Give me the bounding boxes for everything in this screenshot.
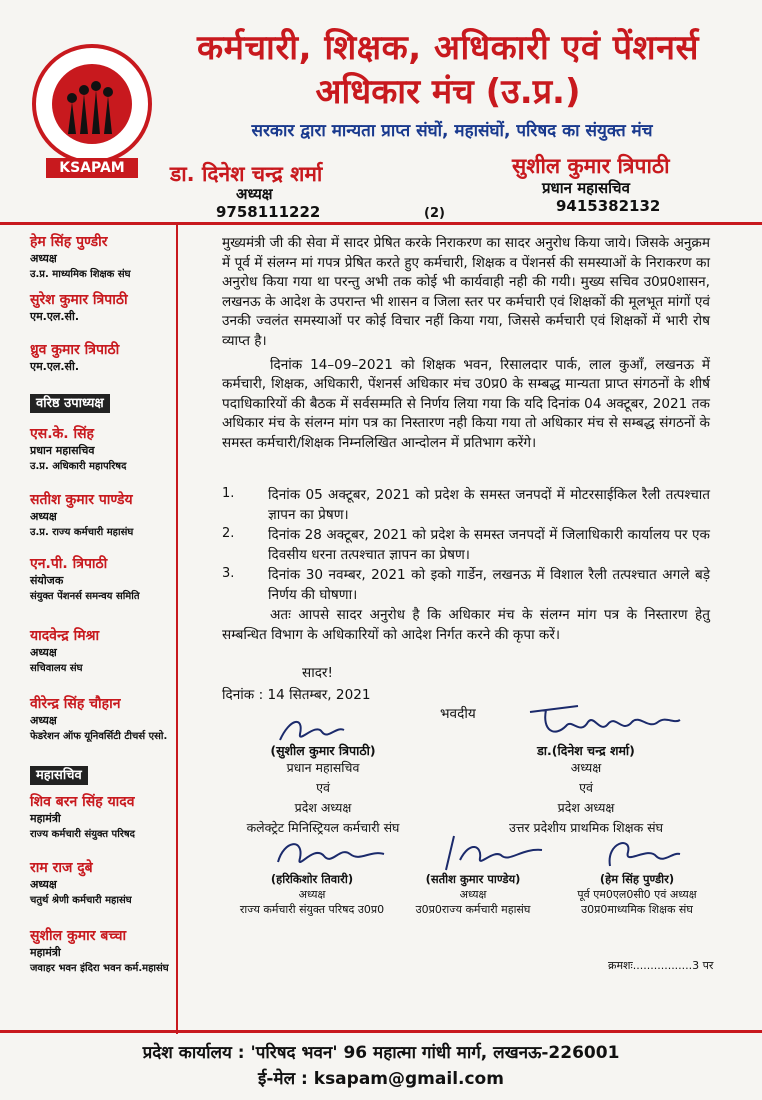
member-name: शिव बरन सिंह यादव bbox=[30, 794, 135, 810]
sidebar-divider bbox=[176, 224, 178, 1034]
signatory-name: डा.(दिनेश चन्द्र शर्मा) bbox=[537, 743, 635, 758]
member-role: महामंत्री bbox=[30, 946, 61, 959]
org-title-line1: कर्मचारी, शिक्षक, अधिकारी एवं पेंशनर्स bbox=[197, 28, 699, 68]
member-role: अध्यक्ष bbox=[30, 252, 57, 265]
member-org: उ.प्र. अधिकारी महापरिषद bbox=[30, 461, 127, 472]
signature-block-b3 bbox=[562, 872, 712, 917]
sidebar-member bbox=[30, 626, 176, 694]
member-name: सुरेश कुमार त्रिपाठी bbox=[30, 292, 128, 308]
footer-address: प्रदेश कार्यालय : 'परिषद भवन' 96 महात्मा गांधी मार्ग, लखनऊ-226001 bbox=[142, 1043, 620, 1063]
gen-secretary-name: सुशील कुमार त्रिपाठी bbox=[512, 154, 670, 178]
list-number: 3. bbox=[222, 566, 235, 581]
letter-greeting: सादर! bbox=[302, 665, 333, 681]
sidebar-member bbox=[30, 926, 176, 974]
sidebar-member bbox=[30, 490, 176, 554]
signatory-role: प्रधान महासचिव bbox=[286, 760, 360, 775]
member-role: संयोजक bbox=[30, 574, 64, 587]
signature-block-b1 bbox=[224, 872, 400, 917]
member-name: हेम सिंह पुण्डीर bbox=[30, 234, 108, 250]
president-phone: 9758111222 bbox=[216, 203, 321, 221]
gen-secretary-role: प्रधान महासचिव bbox=[542, 179, 630, 197]
sidebar bbox=[30, 232, 176, 974]
signatory-and: एवं bbox=[316, 780, 330, 795]
sidebar-member bbox=[30, 340, 176, 392]
member-role: अध्यक्ष bbox=[30, 878, 57, 891]
letter-body bbox=[222, 234, 710, 454]
list-text: दिनांक 05 अक्टूबर, 2021 को प्रदेश के समस्त जनपदों में मोटरसाईकिल रैली तत्पश्चात ज्ञापन का प्रेषण। bbox=[268, 487, 710, 523]
signatory-org: उ0प्र0माध्यमिक शिक्षक संघ bbox=[581, 903, 693, 916]
member-name: सुशील कुमार बच्चा bbox=[30, 928, 127, 944]
logo-text: KSAPAM bbox=[59, 160, 125, 176]
signature-block-left bbox=[218, 742, 428, 836]
header-divider bbox=[0, 222, 762, 225]
list-item bbox=[222, 486, 710, 525]
signatory-name: (हरिकिशोर तिवारी) bbox=[270, 872, 354, 886]
member-name: एस.के. सिंह bbox=[30, 426, 94, 442]
member-org: उ.प्र. माध्यमिक शिक्षक संघ bbox=[30, 269, 131, 280]
member-name: एन.पी. त्रिपाठी bbox=[30, 556, 108, 572]
member-name: राम राज दुबे bbox=[30, 860, 93, 876]
signature-block-b2 bbox=[398, 872, 548, 917]
footer-email: ई-मेल : ksapam@gmail.com bbox=[258, 1069, 504, 1089]
list-item bbox=[222, 526, 710, 565]
list-number: 2. bbox=[222, 526, 235, 541]
action-list bbox=[222, 486, 710, 605]
sidebar-member bbox=[30, 554, 176, 626]
signatory-role: अध्यक्ष bbox=[570, 760, 602, 775]
member-org: उ.प्र. राज्य कर्मचारी महासंघ bbox=[30, 527, 134, 538]
member-role: अध्यक्ष bbox=[30, 646, 57, 659]
signatory-role: पूर्व एम0एल0सी0 एवं अध्यक्ष bbox=[577, 888, 697, 901]
signatory-title: प्रदेश अध्यक्ष bbox=[294, 800, 352, 815]
sidebar-section-title: वरिष्ठ उपाध्यक्ष bbox=[30, 394, 110, 413]
signatory-and: एवं bbox=[579, 780, 593, 795]
list-text: दिनांक 30 नवम्बर, 2021 को इको गार्डेन, लखनऊ में विशाल रैली तत्पश्चात अगले बड़े निर्णय की घोषणा। bbox=[268, 567, 710, 603]
member-role: एम.एल.सी. bbox=[30, 360, 80, 373]
letter-paragraph: दिनांक 14–09–2021 को शिक्षक भवन, रिसालदार पार्क, लाल कुआँ, लखनऊ में कर्मचारी, शिक्षक, अधिकारी, पेंशनर्स अधिकार मंच उ0प्र0 के सम्बद्ध मान्यता प्राप्त संगठनों के शीर्ष पदाधिकारियों की बैठक में सर्वसम्मति से निर्णय लिया गया कि यदि दिनांक 04 अक्टूबर, 2021 तक अधिकार मंच के संलग्न मांग पत्र का निस्तारण नही किया गया तो अधिकार मंच से सम्बद्ध संगठनों के समस्त कर्मचारी/शिक्षक निम्नलिखित आन्दोलन में प्रतिभाग करेंगे। bbox=[222, 356, 710, 451]
signatory-name: (हेम सिंह पुण्डीर) bbox=[599, 872, 675, 886]
list-text: दिनांक 28 अक्टूबर, 2021 को प्रदेश के समस्त जनपदों में जिलाधिकारी कार्यालय पर एक दिवसीय धरना तत्पश्चात ज्ञापन का प्रेषण। bbox=[268, 527, 710, 563]
continuation-note: क्रमशः.................3 पर bbox=[608, 959, 714, 972]
signature-scribble bbox=[524, 700, 684, 744]
org-title-line2: अधिकार मंच (उ.प्र.) bbox=[315, 72, 581, 112]
member-role: महामंत्री bbox=[30, 812, 61, 825]
page-number: (2) bbox=[424, 206, 445, 221]
signature-block-right bbox=[466, 742, 706, 836]
sidebar-member bbox=[30, 290, 176, 340]
org-subtitle: सरकार द्वारा मान्यता प्राप्त संघों, महासंघों, परिषद का संयुक्त मंच bbox=[251, 121, 653, 141]
president-role: अध्यक्ष bbox=[236, 185, 273, 203]
signatory-role: अध्यक्ष bbox=[298, 888, 326, 901]
sidebar-member bbox=[30, 858, 176, 926]
letter-closing: भवदीय bbox=[440, 706, 476, 722]
signatory-role: अध्यक्ष bbox=[459, 888, 487, 901]
organization-logo bbox=[28, 42, 156, 182]
member-org: सचिवालय संघ bbox=[30, 663, 83, 674]
member-role: अध्यक्ष bbox=[30, 714, 57, 727]
sidebar-member bbox=[30, 232, 176, 290]
member-role: प्रधान महासचिव bbox=[30, 444, 95, 457]
member-org: राज्य कर्मचारी संयुक्त परिषद bbox=[30, 829, 135, 840]
member-role: एम.एल.सी. bbox=[30, 310, 80, 323]
signatory-org: राज्य कर्मचारी संयुक्त परिषद उ0प्र0 bbox=[239, 903, 385, 916]
list-item bbox=[222, 566, 710, 605]
letter-date: दिनांक : 14 सितम्बर, 2021 bbox=[222, 687, 371, 703]
signature-scribble bbox=[430, 830, 550, 876]
signature-scribble bbox=[270, 832, 390, 876]
member-name: वीरेन्द्र सिंह चौहान bbox=[30, 696, 121, 712]
member-org: चतुर्थ श्रेणी कर्मचारी महासंघ bbox=[30, 895, 132, 906]
member-name: यादवेन्द्र मिश्रा bbox=[30, 628, 100, 644]
list-number: 1. bbox=[222, 486, 235, 501]
footer-divider bbox=[0, 1030, 762, 1033]
sidebar-member bbox=[30, 424, 176, 490]
signatory-org: उ0प्र0राज्य कर्मचारी महासंघ bbox=[415, 903, 531, 916]
member-role: अध्यक्ष bbox=[30, 510, 57, 523]
signatory-org: कलेक्ट्रेट मिनिस्ट्रियल कर्मचारी संघ bbox=[246, 820, 400, 835]
signatory-name: (सतीश कुमार पाण्डेय) bbox=[425, 872, 521, 886]
sidebar-member bbox=[30, 792, 176, 858]
signatory-title: प्रदेश अध्यक्ष bbox=[557, 800, 615, 815]
signatory-org: उत्तर प्रदेशीय प्राथमिक शिक्षक संघ bbox=[508, 820, 664, 835]
sidebar-section-title: महासचिव bbox=[30, 766, 88, 785]
gen-secretary-phone: 9415382132 bbox=[556, 197, 661, 215]
letter-request: अतः आपसे सादर अनुरोध है कि अधिकार मंच के संलग्न मांग पत्र के निस्तारण हेतु सम्बन्धित विभाग के अधिकारियों को आदेश निर्गत करने की कृपा करें। bbox=[222, 607, 710, 643]
signatory-name: (सुशील कुमार त्रिपाठी) bbox=[270, 743, 376, 758]
signature-scribble bbox=[596, 832, 686, 874]
member-name: ध्रुव कुमार त्रिपाठी bbox=[30, 342, 120, 358]
member-org: संयुक्त पेंशनर्स समन्वय समिति bbox=[30, 591, 140, 602]
sidebar-member bbox=[30, 694, 176, 764]
letter-paragraph: मुख्यमंत्री जी की सेवा में सादर प्रेषित करके निराकरण का सादर अनुरोध किया जाये। जिसके अनुक्रम में पूर्व में संलग्न मां गपत्र प्रेषित करते हुए कर्मचारी, शिक्षक व पेंशनर्स की समस्याओं के निराकरण का अनुरोध किया गया था परन्तु अभी तक कोई भी कार्यवाही नही की गयी। मुख्य सचिव उ0प्र0शासन, लखनऊ के आदेश के उपरान्त भी शासन व जिला स्तर पर कर्मचारी एवं शिक्षकों की मूलभूत मांगों एवं उनकी ज्वलंत समस्याओं पर कोई विचार नहीं किया गया, जिससे कर्मचारी एवं शिक्षकों में भारी रोष व्याप्त है। bbox=[222, 235, 710, 349]
member-org: जवाहर भवन इंदिरा भवन कर्म.महासंघ bbox=[30, 963, 169, 974]
member-org: फेडरेशन ऑफ यूनिवर्सिटी टीचर्स एसो. bbox=[30, 731, 168, 742]
president-name: डा. दिनेश चन्द्र शर्मा bbox=[170, 162, 323, 186]
member-name: सतीश कुमार पाण्डेय bbox=[30, 492, 133, 508]
